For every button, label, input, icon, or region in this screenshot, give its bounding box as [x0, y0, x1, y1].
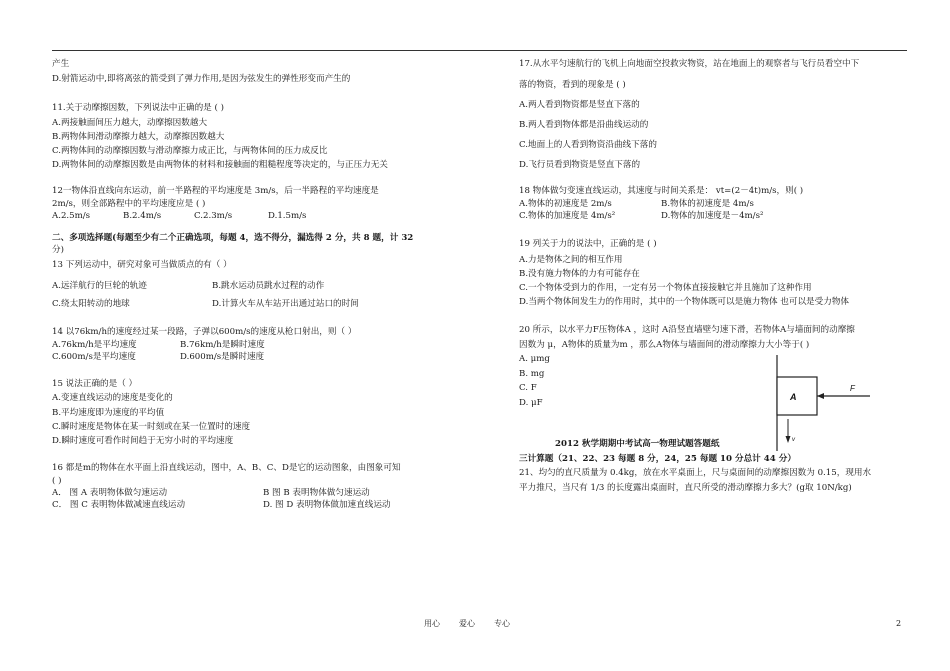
right-text-line: C. F	[519, 383, 537, 393]
left-text-line: 分)	[52, 245, 64, 255]
right-text-line: B.没有施力物体的力有可能存在	[519, 269, 640, 279]
right-text-line: D.飞行员看到物资是竖直下落的	[519, 160, 641, 170]
right-text-line: A.力是物体之间的相互作用	[519, 255, 623, 265]
left-text-line: B.跳水运动员跳水过程的动作	[212, 281, 325, 291]
left-text-line: A.两接触面间压力越大，动摩擦因数越大	[52, 118, 208, 128]
left-text-line: D.600m/s是瞬时速度	[180, 352, 265, 362]
footer-motto-2: 爱心	[459, 619, 475, 628]
right-text-line: D.当两个物体间发生力的作用时，其中的一个物体既可以是施力物体 也可以是受力物体	[519, 297, 850, 307]
right-text-line: B.两人看到物体都是沿曲线运动的	[519, 120, 649, 130]
right-text-line: B. mg	[519, 369, 545, 379]
right-text-line: 17.从水平匀速航行的飞机上向地面空投救灾物资，站在地面上的观察者与飞行员看空中下	[519, 59, 860, 69]
right-text-line: 21、均匀的直尺质量为 0.4kg，放在水平桌面上，尺与桌面间的动摩擦因数为 0.15，现用水	[519, 468, 872, 478]
force-label: F	[850, 384, 855, 393]
left-text-line: B.2.4m/s	[123, 211, 162, 221]
velocity-arrow-head	[786, 436, 791, 443]
left-text-line: 15 说法正确的是（ ）	[52, 379, 138, 389]
right-text-line: A.物体的初速度是 2m/s	[519, 199, 612, 209]
force-arrow-head	[817, 393, 824, 399]
left-text-line: A.76km/h是平均速度	[52, 340, 137, 350]
left-text-line: 11.关于动摩擦因数，下列说法中正确的是 ( )	[52, 103, 224, 113]
right-text-line: 20 所示，以水平力F压物体A ，这时 A沿竖直墙壁匀速下滑，若物体A与墙面间的动摩擦	[519, 325, 855, 335]
block-a	[777, 377, 817, 415]
left-text-line: C.绕太阳转动的地球	[52, 299, 130, 309]
left-text-line: A.变速直线运动的速度是变化的	[52, 393, 173, 403]
left-text-line: D.射箭运动中,即将离弦的箭受到了弹力作用,是因为弦发生的弹性形变而产生的	[52, 74, 351, 84]
left-text-line: 12一物体沿直线向东运动，前一半路程的平均速度是 3m/s，后一半路程的平均速度是	[52, 186, 379, 196]
right-text-line: C.一个物体受到力的作用，一定有另一个物体直接接触它并且施加了这种作用	[519, 283, 812, 293]
left-text-line: B 图 B 表明物体做匀速运动	[263, 488, 370, 498]
left-text-line: 二、多项选择题(每题至少有二个正确选项，每题 4，选不得分，漏选得 2 分，共 8 题，计 32	[52, 233, 414, 243]
left-text-line: D. 图 D 表明物体做加速直线运动	[263, 500, 391, 510]
right-text-line: 18 物体做匀变速直线运动，其速度与时间关系是： vt=(2－4t)m/s，则( )	[519, 186, 804, 196]
right-text-line: C.地面上的人看到物资沿曲线下落的	[519, 140, 657, 150]
left-text-line: C.600m/s是平均速度	[52, 352, 136, 362]
right-text-line: D. μF	[519, 398, 543, 408]
right-text-line: 2012 秋学期期中考试高一物理试题答题纸	[555, 439, 720, 449]
footer-motto-1: 用心	[424, 619, 440, 628]
right-text-line: D.物体的加速度是－4m/s²	[661, 211, 764, 221]
right-text-line: 落的物资，看到的现象是 ( )	[519, 80, 626, 90]
left-text-line: C.2.3m/s	[194, 211, 233, 221]
left-text-line: D.1.5m/s	[268, 211, 307, 221]
right-text-line: 平力推尺，当尺有 1/3 的长度露出桌面时，直尺所受的滑动摩擦力多大？(g取 10N/kg)	[519, 483, 852, 493]
left-text-line: C.两物体间的动摩擦因数与滑动摩擦力成正比，与两物体间的压力成反比	[52, 146, 328, 156]
right-text-line: C.物体的加速度是 4m/s²	[519, 211, 616, 221]
left-text-line: 13 下列运动中，研究对象可当做质点的有（ ）	[52, 260, 232, 270]
left-text-line: A.2.5m/s	[52, 211, 91, 221]
left-text-line: D.计算火车从车站开出通过站口的时间	[212, 299, 359, 309]
left-text-line: C． 图 C 表明物体做减速直线运动	[52, 500, 186, 510]
left-text-line: D.两物体间的动摩擦因数是由两物体的材料和接触面的粗糙程度等决定的，与正压力无关	[52, 160, 388, 170]
header-rule	[52, 50, 907, 51]
left-text-line: B.76km/h是瞬时速度	[180, 340, 265, 350]
left-text-line: B.平均速度即为速度的平均值	[52, 408, 165, 418]
page-number: 2	[896, 619, 902, 628]
right-text-line: A.两人看到物资都是竖直下落的	[519, 100, 640, 110]
left-text-line: 14 以76km/h的速度经过某一段路，子弹以600m/s的速度从枪口射出，则（ ）	[52, 327, 357, 337]
left-text-line: D.瞬时速度可看作时间趋于无穷小时的平均速度	[52, 436, 234, 446]
left-text-line: C.瞬时速度是物体在某一时刻或在某一位置时的速度	[52, 422, 251, 432]
left-text-line: ( )	[52, 476, 62, 486]
velocity-label: v	[792, 437, 795, 443]
left-text-line: B.两物体间滑动摩擦力越大，动摩擦因数越大	[52, 132, 225, 142]
left-text-line: 产生	[52, 59, 70, 69]
block-a-label: A	[790, 392, 797, 402]
right-text-line: A. μmg	[519, 354, 550, 364]
left-text-line: A． 图 A 表明物体做匀速运动	[52, 488, 168, 498]
footer-motto-3: 专心	[494, 619, 510, 628]
right-text-line: 因数为 μ，A物体的质量为m ，那么A物体与墙面间的滑动摩擦力大小等于( )	[519, 340, 810, 350]
left-text-line: 16 都是m的物体在水平面上沿直线运动，图中，A、B、C、D是它的运动图象，由图象可知	[52, 463, 401, 473]
left-text-line: 2m/s，则全部路程中的平均速度应是 ( )	[52, 199, 206, 209]
right-text-line: 19 列关于力的说法中，正确的是 ( )	[519, 239, 657, 249]
left-text-line: A.远洋航行的巨轮的轨迹	[52, 281, 147, 291]
wall-block-figure	[760, 355, 880, 455]
right-text-line: B.物体的初速度是 4m/s	[661, 199, 754, 209]
right-text-line: 三计算题（21、22、23 每题 8 分，24，25 每题 10 分总计 44 分）	[519, 454, 796, 464]
